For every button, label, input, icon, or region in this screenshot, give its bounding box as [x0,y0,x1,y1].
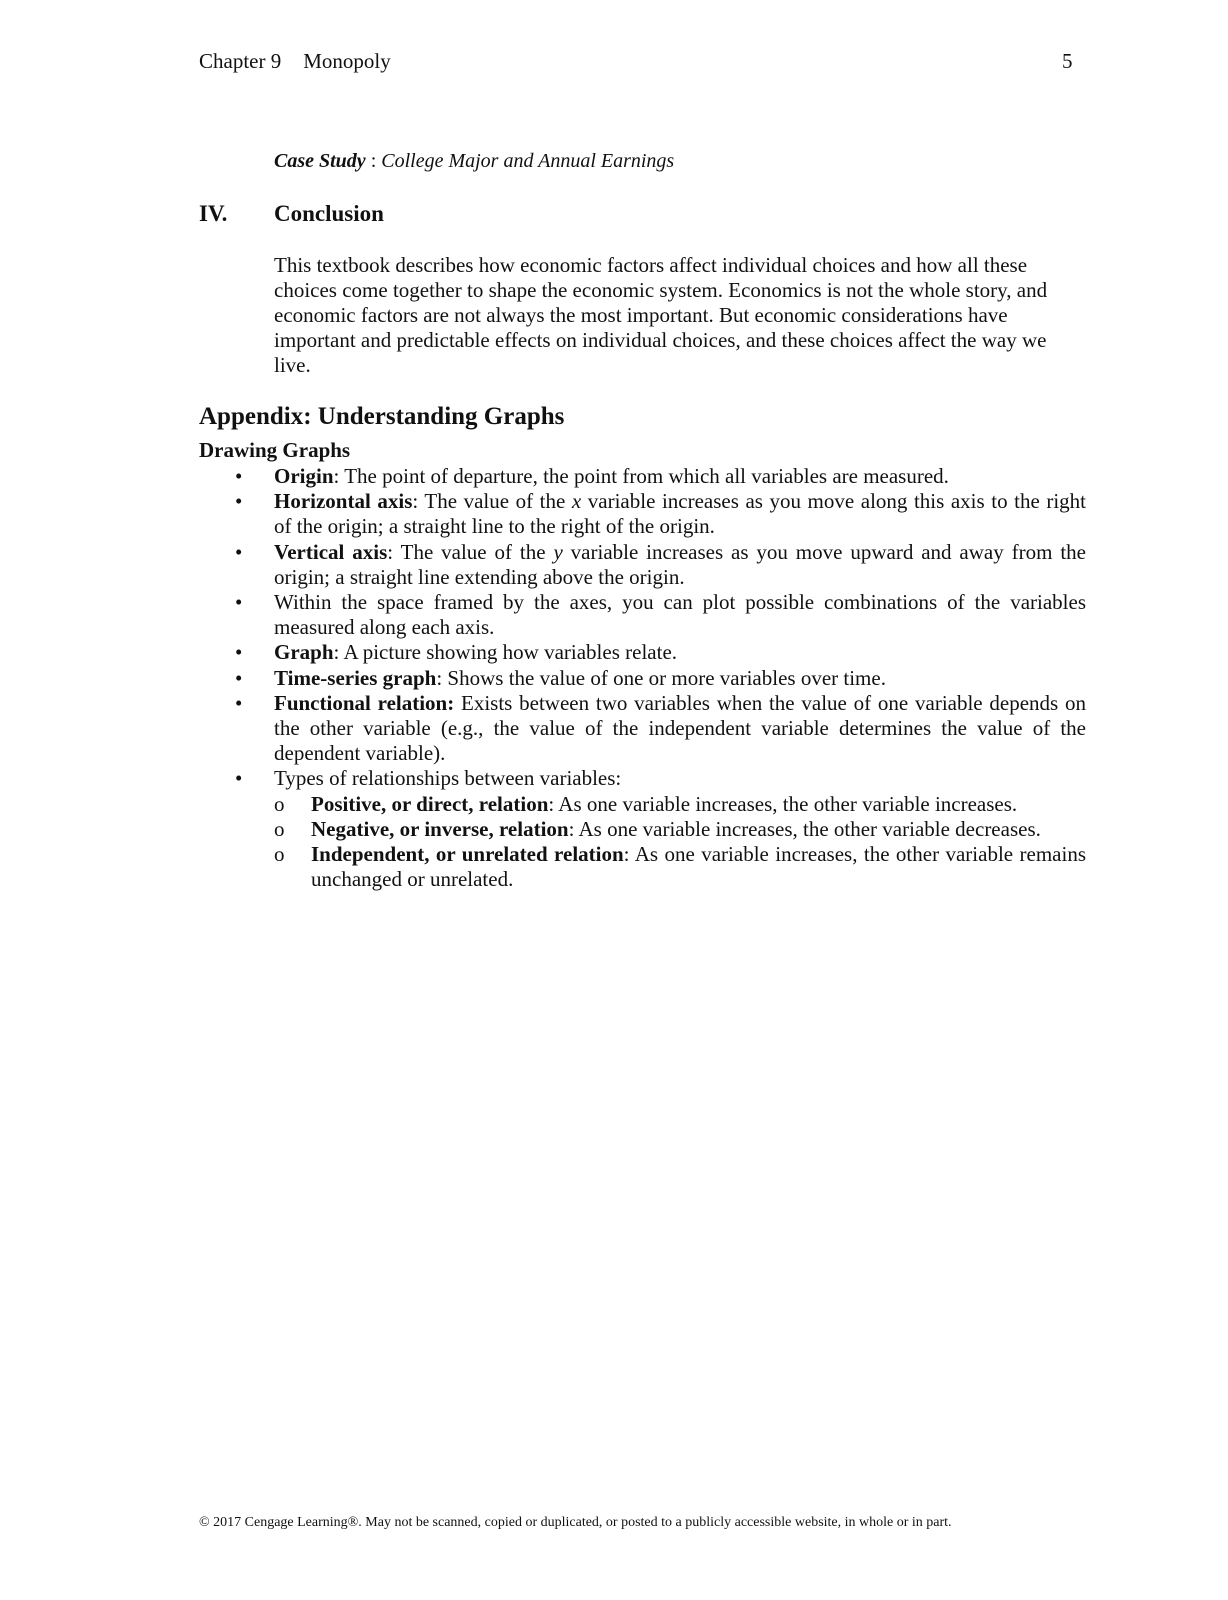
definition: : Shows the value of one or more variables over time. [436,665,886,690]
term: Negative, or inverse, relation [311,816,569,841]
case-study-title: College Major and Annual Earnings [381,150,675,172]
subsection-title: Drawing Graphs [199,438,351,462]
list-item [199,666,1086,691]
variable: x [571,489,582,514]
sub-list-item [199,817,1086,842]
definition: : As one variable increases, the other variable remains unchanged or unrelated. [311,842,1086,892]
circle-bullet-icon: o [274,842,285,867]
definition: : A picture showing how variables relate. [333,640,678,665]
definition: : The point of departure, the point from which all variables are measured. [333,464,949,488]
copyright-footer: © 2017 Cengage Learning®. May not be scanned, copied or duplicated, or posted to a publicly accessible website, in whole or in part. [199,1515,952,1530]
circle-bullet-icon: o [274,816,285,841]
term: Horizontal axis [274,489,413,514]
term: Origin [274,464,334,488]
definition: : The value of the [412,489,572,514]
variable: y [553,539,563,564]
bullet-icon: • [235,665,243,690]
list-item [199,489,1086,539]
bullet-icon: • [235,766,243,791]
list-item [199,590,1086,640]
list-item [199,766,1086,791]
list-item [199,691,1086,767]
definition: : The value of the [387,539,554,564]
term: Vertical axis [274,539,388,564]
term: Functional relation: [274,690,455,715]
definition: Within the space framed by the axes, you can plot possible combinations of the variables measured along each axis. [274,590,1086,640]
case-study-line [274,149,674,174]
definition: Exists between two variables when the value of one variable depends on the other variable (e.g., the value of the independent variable determines the value of the dependent variable). [274,690,1086,766]
definition: : As one variable increases, the other variable decreases. [568,816,1041,841]
list-item [199,464,1086,489]
list-item [199,640,1086,665]
circle-bullet-icon: o [274,791,285,816]
term: Time-series graph [274,665,437,690]
definition: variable increases as you move upward and away from the origin; a straight line extending above the origin. [274,539,1086,589]
bullet-icon: • [235,489,243,514]
sub-list-item [199,792,1086,817]
definition: Types of relationships between variables: [274,766,622,791]
bullet-icon: • [235,539,243,564]
term: Graph [274,640,334,665]
bullet-icon: • [235,590,243,615]
bullet-list [199,464,1086,892]
page-number: 5 [1062,49,1073,73]
chapter-title: Monopoly [303,49,391,73]
bullet-icon: • [235,464,243,488]
conclusion-paragraph: This textbook describes how economic factors affect individual choices and how all these choices come together to shape the economic system. Economics is not the whole story, and economic factors are not always the most important. But economic considerations have important and predictable effects on individual choices, and these choices affect the way we live. [274,253,1048,377]
bullet-icon: • [235,690,243,715]
running-header [199,49,391,74]
term: Independent, or unrelated relation [311,842,624,867]
sub-list-item [199,842,1086,892]
bullet-icon: • [235,640,243,665]
chapter-label: Chapter 9 [199,49,282,73]
appendix-title: Appendix: Understanding Graphs [199,403,565,430]
section-title: Conclusion [274,201,384,226]
term: Positive, or direct, relation [311,791,549,816]
definition: variable increases as you move along this axis to the right of the origin; a straight line to the right of the origin. [274,489,1086,539]
case-study-label: Case Study [274,150,366,172]
definition: : As one variable increases, the other variable increases. [548,791,1018,816]
list-item [199,540,1086,590]
section-number: IV. [199,201,228,226]
case-study-separator: : [365,150,382,172]
